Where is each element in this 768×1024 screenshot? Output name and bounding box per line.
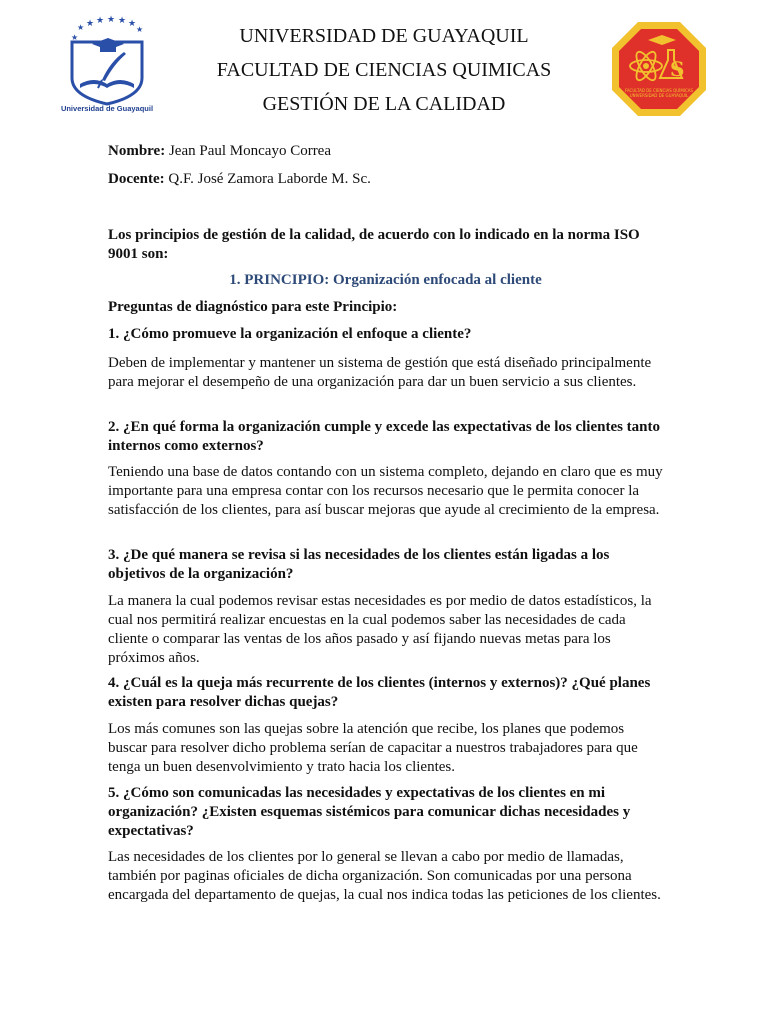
svg-text:★: ★ (96, 16, 105, 26)
svg-text:S: S (670, 57, 685, 81)
diagnostic-heading: Preguntas de diagnóstico para este Principio: (108, 299, 398, 315)
answer-4: Los más comunes son las quejas sobre la atención que recibe, los planes que podemos buscar para resolver dicho problema serían de capacitar a nuestros trabajadores para que tenga un buen desenvolvimiento y trato hacia los clientes. (108, 721, 638, 775)
principle-heading: 1. PRINCIPIO: Organización enfocada al cliente (229, 272, 542, 288)
svg-text:★: ★ (128, 19, 137, 29)
intro-paragraph: Los principios de gestión de la calidad, de acuerdo con lo indicado en la norma ISO 9001 son: (108, 227, 640, 262)
question-2: 2. ¿En qué forma la organización cumple y excede las expectativas de los clientes tanto internos como externos? (108, 419, 661, 454)
answer-2: Teniendo una base de datos contando con un sistema completo, dejando en claro que es muy importante para una empresa contar con los recursos necesario que le permita conocer la satisfacción de los clientes, para así buscar mejoras que ayude al crecimiento de la empresa. (108, 464, 663, 518)
name-value: Jean Paul Moncayo Correa (165, 143, 332, 159)
faculty-logo (610, 20, 708, 118)
svg-text:★: ★ (71, 33, 79, 42)
answer-3: La manera la cual podemos revisar estas necesidades es por medio de datos estadísticos, la cual nos permitirá realizar encuestas en la cual podemos saber las necesidades de cada cliente o comparar las ventas de los años pasado y así fijando nuevas metas para los próximos años. (108, 593, 652, 666)
question-1: 1. ¿Cómo promueve la organización el enfoque a cliente? (108, 326, 472, 342)
answer-5: Las necesidades de los clientes por lo general se llevan a cabo por medio de llamadas, también por paginas oficiales de dicha organización. Son comunicadas por una persona encargada del departamento de quejas, la cual nos indica todas las peticiones de los clientes. (108, 849, 661, 903)
teacher-value: Q.F. José Zamora Laborde M. Sc. (164, 171, 371, 187)
university-crest-icon (62, 14, 152, 106)
question-4: 4. ¿Cuál es la queja más recurrente de los clientes (internos y externos)? ¿Qué planes existen para resolver dichas quejas? (108, 675, 651, 710)
faculty-emblem-icon (610, 20, 708, 118)
answer-1: Deben de implementar y mantener un sistema de gestión que está diseñado principalmente para mejorar el desempeño de una organización para dar un buen servicio a sus clientes. (108, 355, 652, 390)
university-logo (62, 14, 152, 118)
svg-text:★: ★ (77, 23, 85, 32)
subject-title: GESTIÓN DE LA CALIDAD (262, 93, 506, 115)
teacher-label: Docente: (108, 171, 165, 187)
teacher-field (108, 170, 371, 188)
university-title: UNIVERSIDAD DE GUAYAQUIL (239, 25, 529, 47)
svg-text:★: ★ (107, 15, 116, 25)
question-5: 5. ¿Cómo son comunicadas las necesidades y expectativas de los clientes en mi organización? ¿Existen esquemas sistémicos para comunicar dichas necesidades y expectativas? (108, 785, 631, 839)
student-name-field (108, 142, 331, 160)
svg-text:★: ★ (136, 25, 144, 34)
faculty-title: FACULTAD DE CIENCIAS QUIMICAS (216, 59, 552, 81)
university-logo-caption: Universidad de Guayaquil (60, 104, 154, 113)
svg-text:★: ★ (118, 16, 127, 26)
question-3: 3. ¿De qué manera se revisa si las necesidades de los clientes están ligadas a los objetivos de la organización? (108, 547, 610, 582)
faculty-logo-caption-1: FACULTAD DE CIENCIAS QUÍMICAS (624, 88, 694, 93)
faculty-logo-caption-2: UNIVERSIDAD DE GUAYAQUIL (629, 93, 689, 98)
name-label: Nombre: (108, 143, 166, 159)
svg-text:★: ★ (86, 19, 95, 29)
